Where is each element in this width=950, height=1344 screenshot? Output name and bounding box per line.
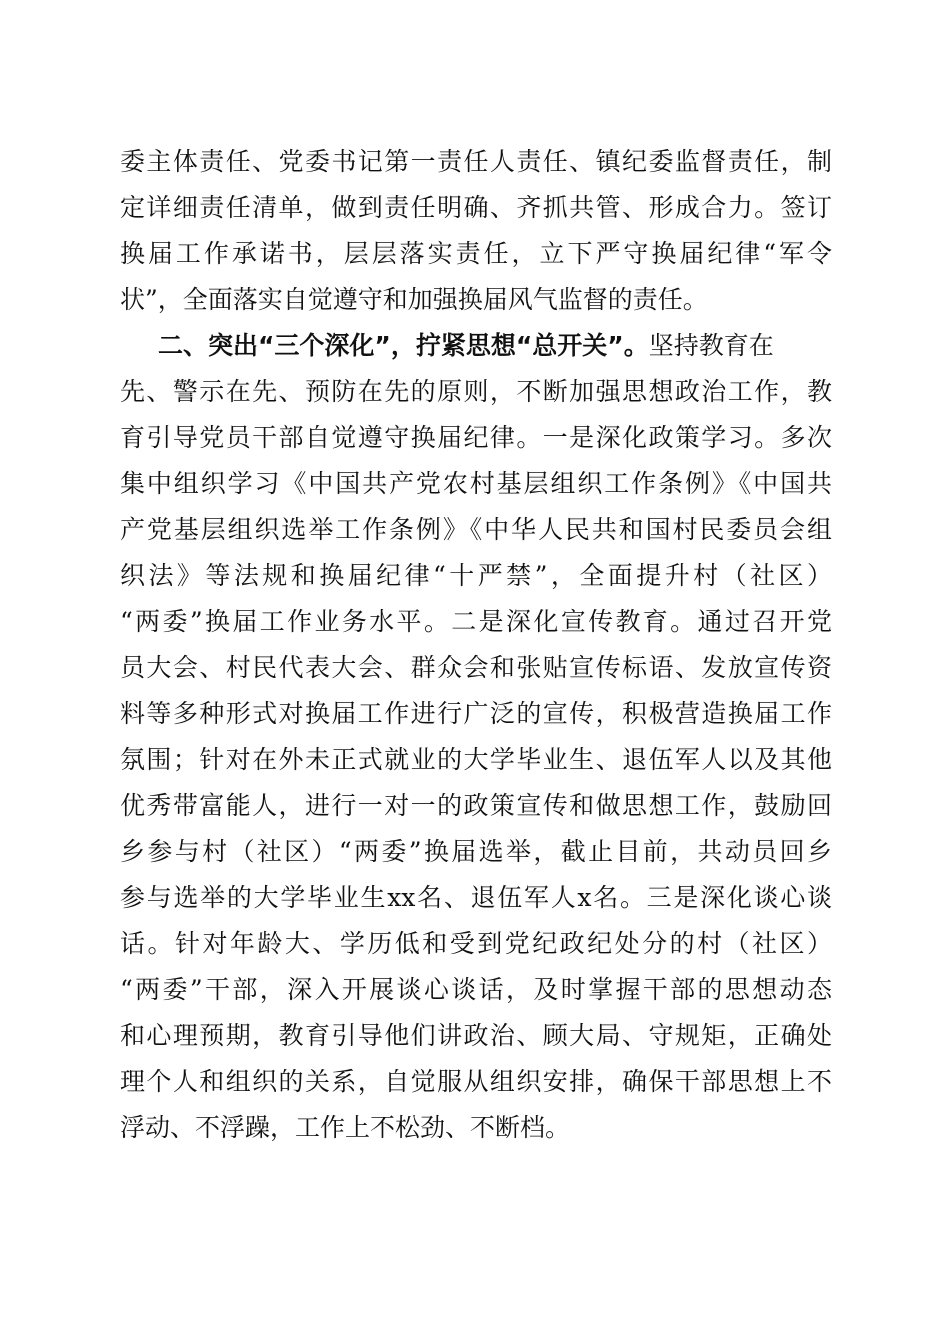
paragraph-1-line-1: 委主体责任、党委书记第一责任人责任、镇纪委监督责任，制 <box>120 147 832 176</box>
paragraph-1-line-3: 换届工作承诺书，层层落实责任，立下严守换届纪律“军令 <box>120 239 832 268</box>
paragraph-2-line-13: 参与选举的大学毕业生xx名、退伍军人x名。三是深化谈心谈 <box>120 883 832 912</box>
paragraph-1-line-2: 定详细责任清单，做到责任明确、齐抓共管、形成合力。签订 <box>120 193 832 222</box>
paragraph-2-line-2: 先、警示在先、预防在先的原则，不断加强思想政治工作，教 <box>120 377 832 406</box>
paragraph-2-line-4: 集中组织学习《中国共产党农村基层组织工作条例》《中国共 <box>120 469 832 498</box>
paragraph-2-line-16: 和心理预期，教育引导他们讲政治、顾大局、守规矩，正确处 <box>120 1021 832 1050</box>
paragraph-2-line-12: 乡参与村（社区）“两委”换届选举，截止目前，共动员回乡 <box>120 837 832 866</box>
paragraph-2-line-18: 浮动、不浮躁，工作上不松劲、不断档。 <box>120 1113 571 1142</box>
section-heading-line <box>120 324 832 368</box>
paragraph-2-line-7: “两委”换届工作业务水平。二是深化宣传教育。通过召开党 <box>120 607 832 636</box>
paragraph-2-line-3: 育引导党员干部自觉遵守换届纪律。一是深化政策学习。多次 <box>120 423 832 452</box>
paragraph-2-line-6: 织法》等法规和换届纪律“十严禁”，全面提升村（社区） <box>120 561 832 590</box>
paragraph-2-line-8: 员大会、村民代表大会、群众会和张贴宣传标语、发放宣传资 <box>120 653 832 682</box>
paragraph-2-line-10: 氛围；针对在外未正式就业的大学毕业生、退伍军人以及其他 <box>120 745 832 774</box>
paragraph-2-line-9: 料等多种形式对换届工作进行广泛的宣传，积极营造换届工作 <box>120 699 832 728</box>
paragraph-2-line-14: 话。针对年龄大、学历低和受到党纪政纪处分的村（社区） <box>120 929 832 958</box>
paragraph-2-line-5: 产党基层组织选举工作条例》《中华人民共和国村民委员会组 <box>120 515 832 544</box>
paragraph-1-line-4: 状”，全面落实自觉遵守和加强换届风气监督的责任。 <box>120 285 708 314</box>
paragraph-2-line-15: “两委”干部，深入开展谈心谈话，及时掌握干部的思想动态 <box>120 975 832 1004</box>
paragraph-2-line-1: 坚持教育在 <box>648 331 774 360</box>
paragraph-2-line-17: 理个人和组织的关系，自觉服从组织安排，确保干部思想上不 <box>120 1067 832 1096</box>
paragraph-2-line-11: 优秀带富能人，进行一对一的政策宣传和做思想工作，鼓励回 <box>120 791 832 820</box>
section-heading: 二、突出“三个深化”，拧紧思想“总开关”。 <box>158 331 649 360</box>
